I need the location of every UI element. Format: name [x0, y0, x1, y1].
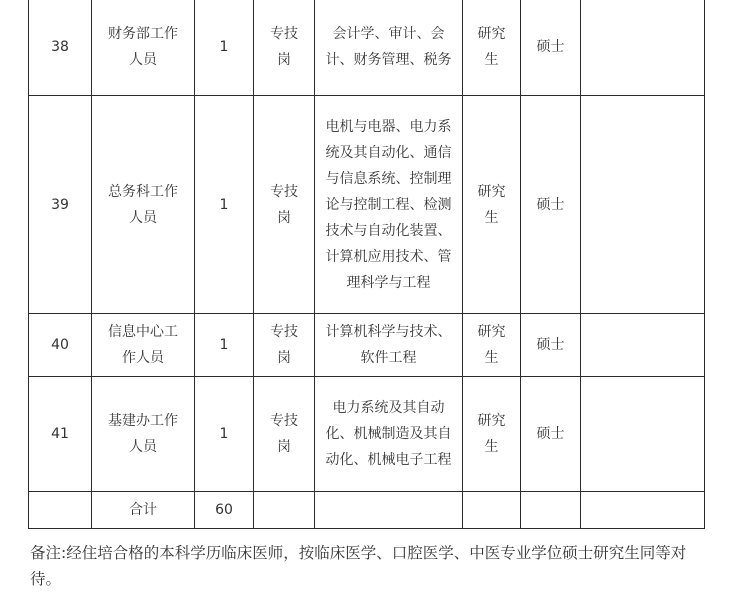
empty-cell — [315, 492, 463, 529]
recruitment-table — [28, 0, 705, 529]
empty-cell — [581, 492, 705, 529]
table-row — [29, 314, 705, 377]
other-requirement — [581, 314, 705, 377]
headcount: 1 — [195, 377, 254, 492]
education-requirement: 研究生 — [463, 314, 521, 377]
degree-requirement: 硕士 — [521, 0, 581, 96]
major-requirement: 电机与电器、电力系统及其自动化、通信与信息系统、控制理论与控制工程、检测技术与自动化装置、计算机应用技术、管理科学与工程 — [315, 96, 463, 314]
table-row — [29, 96, 705, 314]
degree-requirement: 硕士 — [521, 314, 581, 377]
total-count: 60 — [195, 492, 254, 529]
row-number: 39 — [29, 96, 92, 314]
other-requirement — [581, 377, 705, 492]
degree-requirement: 硕士 — [521, 377, 581, 492]
education-requirement: 研究生 — [463, 96, 521, 314]
position-name: 信息中心工作人员 — [92, 314, 195, 377]
table-row — [29, 0, 705, 96]
position-category: 专技岗 — [254, 96, 315, 314]
degree-requirement: 硕士 — [521, 96, 581, 314]
position-category: 专技岗 — [254, 377, 315, 492]
row-number: 41 — [29, 377, 92, 492]
position-name: 总务科工作人员 — [92, 96, 195, 314]
row-number: 40 — [29, 314, 92, 377]
empty-cell — [521, 492, 581, 529]
empty-cell — [29, 492, 92, 529]
education-requirement: 研究生 — [463, 377, 521, 492]
position-name: 财务部工作人员 — [92, 0, 195, 96]
other-requirement — [581, 0, 705, 96]
other-requirement — [581, 96, 705, 314]
footnote: 备注:经住培合格的本科学历临床医师，按临床医学、口腔医学、中医专业学位硕士研究生同等对待。 — [30, 544, 687, 588]
major-requirement: 电力系统及其自动化、机械制造及其自动化、机械电子工程 — [315, 377, 463, 492]
total-row — [29, 492, 705, 529]
row-number: 38 — [29, 0, 92, 96]
headcount: 1 — [195, 314, 254, 377]
empty-cell — [463, 492, 521, 529]
total-label: 合计 — [92, 492, 195, 529]
major-requirement: 计算机科学与技术、软件工程 — [315, 314, 463, 377]
headcount: 1 — [195, 96, 254, 314]
headcount: 1 — [195, 0, 254, 96]
position-category: 专技岗 — [254, 314, 315, 377]
position-category: 专技岗 — [254, 0, 315, 96]
position-name: 基建办工作人员 — [92, 377, 195, 492]
education-requirement: 研究生 — [463, 0, 521, 96]
empty-cell — [254, 492, 315, 529]
major-requirement: 会计学、审计、会计、财务管理、税务 — [315, 0, 463, 96]
table-row — [29, 377, 705, 492]
